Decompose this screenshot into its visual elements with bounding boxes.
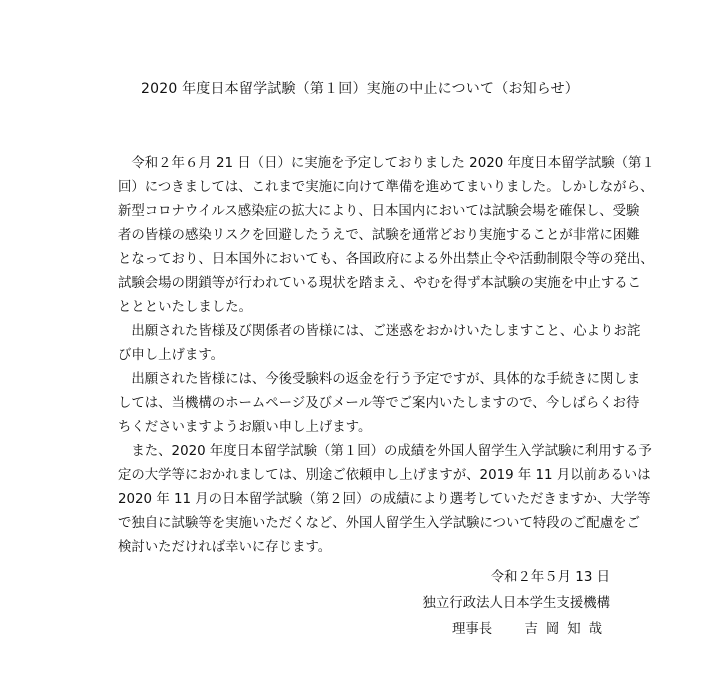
signature-block [350,565,610,643]
body-line: 令和２年６月 21 日（日）に実施を予定しておりました 2020 年度日本留学試験（第１ [118,156,655,171]
body-line: ととといたしました。 [118,300,252,315]
notice-body [118,152,655,560]
body-line: ちくださいますようお願い申し上げます。 [118,420,372,435]
body-line: しては、当機構のホームページ及びメール等でご案内いたしますので、今しばらくお待 [118,396,640,411]
body-line: び申し上げます。 [118,348,225,363]
body-line: 検討いただければ幸いに存じます。 [118,540,332,555]
body-line: 試験会場の閉鎖等が行われている現状を踏まえ、やむを得ず本試験の実施を中止するこ [118,276,642,291]
body-line: で独自に試験等を実施いただくなど、外国人留学生入学試験について特段のご配慮をご [118,516,640,531]
body-line: 出願された皆様及び関係者の皆様には、ご迷惑をおかけいたしますこと、心よりお詫 [118,324,641,339]
page-title: 2020 年度日本留学試験（第１回）実施の中止について（お知らせ） [141,81,579,97]
body-line: となっており、日本国外においても、各国政府による外出禁止令や活動制限令等の発出、 [118,252,654,267]
body-line: 出願された皆様には、今後受験料の返金を行う予定ですが、具体的な手続きに関しま [118,372,641,387]
issuing-organization: 独立行政法人日本学生支援機構 [422,596,610,611]
body-line: また、2020 年度日本留学試験（第１回）の成績を外国人留学生入学試験に利用する予 [118,444,652,459]
signatory-name: 吉岡知哉 [524,622,610,637]
notice-date: 令和２年５月 13 日 [490,570,610,585]
body-line: 定の大学等におかれましては、別途ご依頼申し上げますが、2019 年 11 月以前あるいは [118,468,651,483]
signatory-position: 理事長 [452,622,493,637]
body-line: 2020 年 11 月の日本留学試験（第２回）の成績により選考していただきますか、大学等 [118,492,651,507]
signatory [350,617,610,643]
body-line: 回）につきましては、これまで実施に向けて準備を進めてまいりました。しかしながら、 [118,180,654,195]
body-line: 新型コロナウイルス感染症の拡大により、日本国内においては試験会場を確保し、受験 [118,204,640,219]
body-line: 者の皆様の感染リスクを回避したうえで、試験を通常どおり実施することが非常に困難 [118,228,640,243]
